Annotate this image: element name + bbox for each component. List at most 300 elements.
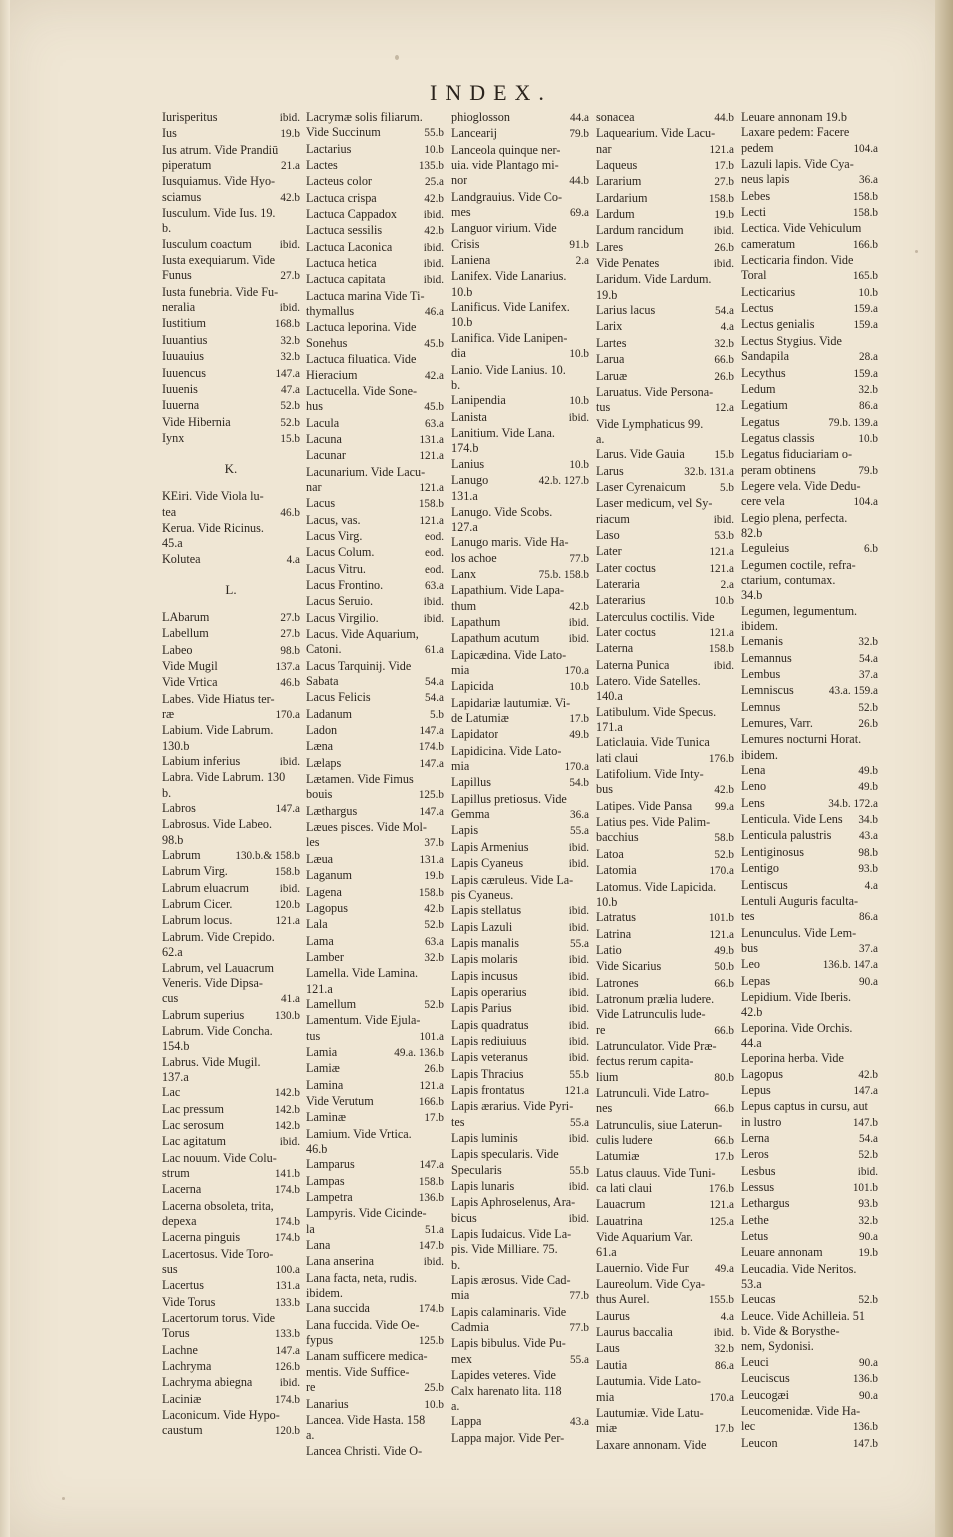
entry-reference: 86.a — [859, 400, 878, 413]
entry-term: Latibulum. Vide Specus. — [596, 704, 717, 719]
entry-term: pis. Vide Milliare. 75. — [451, 1242, 558, 1257]
entry-term: Lectus — [741, 301, 774, 316]
entry-reference: 52.b — [714, 848, 734, 861]
index-entry — [306, 272, 444, 288]
entry-reference: 136.b. 147.a — [822, 959, 878, 972]
entry-term: cus — [162, 991, 179, 1006]
entry-term: Lactuca filuatica. Vide — [306, 352, 417, 367]
entry-reference: 147.a — [419, 805, 444, 818]
entry-reference: 32.b — [858, 1214, 878, 1227]
ink-spot — [62, 1497, 65, 1500]
index-entry — [451, 315, 589, 330]
index-entry — [162, 801, 300, 817]
index-entry — [596, 432, 734, 447]
index-entry — [741, 526, 878, 541]
index-entry — [596, 1181, 734, 1197]
index-entry — [451, 237, 589, 253]
index-entry — [306, 1444, 444, 1459]
entry-term: Legumen, legumentum. — [741, 603, 858, 618]
index-entry — [741, 1355, 878, 1371]
index-entry — [162, 366, 300, 382]
entry-term: Lentiscus — [741, 877, 788, 892]
index-entry — [451, 143, 589, 158]
entry-term: miæ — [596, 1421, 617, 1436]
index-entry — [451, 269, 589, 284]
entry-term: Laureolum. Vide Cya- — [596, 1277, 706, 1292]
index-entry — [596, 863, 734, 879]
entry-reference: 90.a — [859, 1389, 878, 1402]
index-entry — [596, 417, 734, 432]
index-entry — [596, 1070, 734, 1086]
entry-term: Lenticula. Vide Lens — [741, 812, 843, 827]
entry-term: b. — [162, 785, 172, 800]
entry-term: Labrus. Vide Mugil. — [162, 1054, 261, 1069]
index-entry — [596, 610, 734, 625]
entry-term: Later — [596, 544, 622, 559]
entry-term: Lampetra — [306, 1190, 353, 1205]
index-entry — [451, 1163, 589, 1179]
entry-term: Labellum — [162, 626, 209, 641]
index-entry — [162, 770, 300, 785]
index-entry — [162, 1134, 300, 1150]
entry-term: Lacunar — [306, 448, 346, 463]
entry-term: uia. vide Plantago mi- — [451, 158, 559, 173]
index-entry — [162, 675, 300, 691]
index-entry — [162, 930, 300, 945]
entry-reference: 42.b — [424, 225, 444, 238]
index-entry — [741, 909, 878, 925]
index-entry — [741, 894, 878, 909]
index-entry — [451, 110, 589, 126]
index-entry — [596, 272, 734, 287]
entry-reference: 141.b — [274, 1167, 300, 1180]
index-entry — [162, 786, 300, 801]
index-entry — [306, 1413, 444, 1428]
index-entry — [596, 674, 734, 689]
entry-reference: 21.a — [281, 160, 300, 173]
entry-term: Lanam sufficere medica- — [306, 1349, 428, 1364]
entry-term: hus — [306, 399, 323, 414]
entry-term: Lala — [306, 917, 328, 932]
entry-reference: 52.b — [858, 1294, 878, 1307]
entry-term: Leuciscus — [741, 1371, 790, 1386]
entry-term: Læua — [306, 851, 334, 866]
entry-reference: 2.a — [720, 578, 734, 591]
index-entry — [451, 1320, 589, 1336]
entry-reference: 51.a — [425, 1223, 444, 1236]
entry-reference: 34.b. 172.a — [828, 797, 878, 810]
index-entry — [596, 303, 734, 319]
entry-term: Leuce. Vide Achilleia. 51 — [741, 1308, 865, 1323]
entry-term: Laterarius — [596, 593, 646, 608]
entry-reference: 46.b — [280, 677, 300, 690]
entry-reference: 93.b — [858, 1198, 878, 1211]
entry-reference: 46.a — [425, 306, 444, 319]
entry-term: Iusculum coactum — [162, 236, 252, 251]
index-entry — [306, 1397, 444, 1413]
entry-reference: 174.b — [418, 741, 444, 754]
entry-reference: 158.b — [708, 643, 734, 656]
entry-reference: 47.a — [281, 383, 300, 396]
entry-term: Lacus — [306, 496, 336, 511]
entry-term: Iusquiamus. Vide Hyo- — [162, 174, 276, 189]
entry-reference: 15.b — [280, 432, 300, 445]
entry-reference: 131.a — [419, 433, 444, 446]
index-entry — [162, 1311, 300, 1326]
entry-reference: 10.b — [569, 458, 589, 471]
index-entry — [596, 1230, 734, 1245]
entry-term: Lapis calaminaris. Vide — [451, 1304, 567, 1319]
entry-term: Vide Mugil — [162, 658, 218, 673]
index-entry — [741, 779, 878, 795]
entry-term: Crisis — [451, 236, 480, 251]
entry-term: Lanugo maris. Vide Ha- — [451, 535, 569, 550]
entry-term: Lacus Vitru. — [306, 561, 366, 576]
entry-term: Lapathium. Vide Lapa- — [451, 583, 565, 598]
entry-reference: 4.a — [720, 321, 734, 334]
entry-reference: 10.b — [569, 681, 589, 694]
index-entry — [306, 1349, 444, 1364]
index-entry — [596, 1086, 734, 1101]
entry-term: Laridum. Vide Lardum. — [596, 272, 712, 287]
entry-term: Lactuca hetica — [306, 256, 377, 271]
index-entry — [306, 950, 444, 966]
entry-reference: 52.b — [858, 701, 878, 714]
index-entry — [451, 936, 589, 952]
index-entry — [596, 927, 734, 943]
entry-reference: ibid. — [423, 274, 444, 287]
index-entry — [596, 319, 734, 335]
entry-reference: 158.b — [852, 190, 878, 203]
entry-term: nes — [596, 1101, 613, 1116]
index-entry — [596, 561, 734, 577]
entry-term: Calx harenato lita. 118 — [451, 1383, 562, 1398]
entry-term: 131.a — [451, 489, 478, 504]
index-entry — [596, 782, 734, 798]
index-entry — [162, 1070, 300, 1085]
index-entry — [741, 285, 878, 301]
entry-reference: 170.a — [564, 761, 589, 774]
index-entry — [596, 1406, 734, 1421]
entry-term: neralia — [162, 300, 196, 315]
index-entry — [741, 1388, 878, 1404]
entry-reference: 42.b — [569, 600, 589, 613]
entry-reference: 121.a — [709, 143, 734, 156]
index-entry — [596, 1166, 734, 1181]
entry-term: Lappa major. Vide Per- — [451, 1430, 565, 1445]
entry-term: mia — [451, 663, 470, 678]
entry-term: Lectica. Vide Vehiculum — [741, 221, 862, 236]
entry-term: Lancearij — [451, 126, 498, 141]
index-entry — [306, 611, 444, 627]
index-entry — [162, 505, 300, 521]
index-entry — [306, 191, 444, 207]
entry-term: Leguleius — [741, 541, 790, 556]
entry-term: ibidem. — [306, 1286, 343, 1301]
index-entry — [741, 125, 878, 140]
entry-term: Labrum Virg. — [162, 864, 228, 879]
entry-reference: ibid. — [568, 921, 589, 934]
index-entry — [306, 1078, 444, 1094]
index-entry — [306, 1428, 444, 1443]
index-entry — [451, 1368, 589, 1383]
index-entry — [741, 1339, 878, 1354]
index-entry — [162, 237, 300, 253]
entry-reference: 42.b — [280, 191, 300, 204]
index-entry — [596, 1039, 734, 1054]
entry-term: Lac nouum. Vide Colu- — [162, 1150, 277, 1165]
index-entry — [451, 441, 589, 456]
index-entry — [162, 1326, 300, 1342]
entry-reference: 37.a — [859, 942, 878, 955]
entry-reference: 45.b — [424, 337, 444, 350]
entry-term: Latrina — [596, 926, 632, 941]
entry-term: Lamber — [306, 949, 344, 964]
entry-reference: 66.b — [714, 1135, 734, 1147]
index-entry — [451, 1147, 589, 1162]
index-entry — [596, 705, 734, 720]
entry-reference: ibid. — [568, 1035, 589, 1048]
index-entry — [596, 288, 734, 303]
entry-reference: ibid. — [568, 954, 589, 967]
entry-term: Lacus Felicis — [306, 690, 371, 705]
entry-term: Larius lacus — [596, 303, 656, 318]
entry-term: Lactuca capitata — [306, 272, 386, 287]
entry-term: b. — [451, 1257, 461, 1272]
entry-reference: 55.a — [570, 825, 589, 838]
index-entry — [162, 190, 300, 206]
entry-term: Latero. Vide Satelles. — [596, 674, 701, 689]
entry-term: Lagena — [306, 884, 342, 899]
entry-term: Lamella. Vide Lamina. — [306, 966, 419, 981]
index-entry — [741, 541, 878, 557]
entry-term: 154.b — [162, 1039, 190, 1054]
entry-term: Landgrauius. Vide Co- — [451, 189, 563, 204]
index-entry — [451, 759, 589, 775]
entry-term: Labrum — [162, 848, 201, 863]
entry-reference: 52.b — [424, 998, 444, 1011]
index-entry — [162, 110, 300, 126]
index-entry — [306, 416, 444, 432]
entry-term: tes — [451, 1114, 465, 1129]
entry-reference: ibid. — [568, 1133, 589, 1145]
index-entry — [306, 966, 444, 981]
entry-term: Latio — [596, 942, 622, 957]
index-entry — [162, 643, 300, 659]
index-entry — [306, 739, 444, 755]
entry-term: Labium inferius — [162, 754, 241, 769]
entry-term: peram obtinens — [741, 462, 816, 477]
entry-reference: 17.b — [714, 160, 734, 173]
index-entry — [596, 751, 734, 767]
entry-term: Vide Sicarius — [596, 959, 662, 974]
page-left-edge — [0, 0, 10, 1537]
entry-term: Lecticarius — [741, 284, 796, 299]
index-entry — [162, 961, 300, 976]
index-entry — [306, 1206, 444, 1221]
index-entry — [162, 848, 300, 864]
entry-term: Lapidariæ lautumiæ. Vi- — [451, 695, 571, 710]
index-entry — [741, 110, 878, 125]
entry-term: Lacerna pinguis — [162, 1230, 241, 1245]
index-entry — [596, 142, 734, 158]
index-entry — [741, 317, 878, 333]
entry-term: lati claui — [596, 750, 639, 765]
index-entry — [451, 457, 589, 473]
entry-term: Lanitium. Vide Lana. — [451, 425, 555, 440]
entry-term: Vide Aquarium Var. — [596, 1230, 693, 1245]
index-entry — [451, 920, 589, 936]
index-entry — [451, 331, 589, 346]
index-entry — [741, 349, 878, 365]
entry-term: Laruatus. Vide Persona- — [596, 384, 714, 399]
entry-reference: 27.b — [280, 628, 300, 641]
entry-term: 34.b — [741, 588, 763, 603]
index-entry — [451, 378, 589, 393]
entry-term: caustum — [162, 1423, 203, 1438]
entry-term: fypus — [306, 1333, 334, 1348]
entry-term: Legumen coctile, refra- — [741, 557, 856, 572]
entry-term: Leo — [741, 957, 760, 972]
index-entry — [306, 1094, 444, 1110]
entry-term: 137.a — [162, 1069, 189, 1084]
entry-reference: 32.b — [714, 1343, 734, 1356]
index-entry — [741, 1036, 878, 1051]
index-entry — [596, 480, 734, 496]
entry-term: ca lati claui — [596, 1181, 653, 1196]
entry-reference: 61.a — [425, 644, 444, 657]
index-entry — [451, 205, 589, 221]
entry-reference: 147.b — [418, 1240, 444, 1253]
index-entry — [162, 1085, 300, 1101]
entry-term: Lanarius — [306, 1396, 349, 1411]
entry-term: tus — [306, 1028, 321, 1043]
index-column-3 — [451, 110, 589, 1446]
entry-term: Lana facta, neta, rudis. — [306, 1270, 417, 1285]
index-entry — [306, 997, 444, 1013]
entry-term: Laquearium. Vide Lacu- — [596, 126, 716, 141]
index-entry — [596, 512, 734, 528]
entry-reference: 75.b. 158.b — [538, 568, 589, 581]
entry-term: Labra. Vide Labrum. 130 — [162, 770, 286, 785]
entry-reference: 26.b — [858, 718, 878, 731]
entry-reference: 32.b. 131.a — [684, 465, 734, 478]
index-entry — [741, 812, 878, 828]
entry-term: 44.a — [741, 1035, 762, 1050]
entry-reference: ibid. — [713, 1327, 734, 1340]
entry-reference: 34.b — [858, 814, 878, 827]
entry-reference: 53.b — [714, 529, 734, 542]
index-entry — [162, 1024, 300, 1039]
entry-term: nar — [306, 479, 322, 494]
entry-term: mia — [451, 759, 470, 774]
entry-reference: 133.b — [274, 1328, 300, 1341]
index-entry — [451, 1050, 589, 1066]
entry-term: Lacus, vas. — [306, 512, 361, 527]
entry-term: Lapis Lazuli — [451, 919, 513, 934]
index-entry — [306, 174, 444, 190]
entry-term: Laqueus — [596, 158, 638, 173]
entry-term: Latomus. Vide Lapicida. — [596, 879, 717, 894]
index-entry — [306, 1174, 444, 1190]
entry-reference: 147.a — [275, 367, 300, 380]
entry-term: 53.a — [741, 1277, 762, 1292]
index-entry — [596, 336, 734, 352]
entry-term: Cadmia — [451, 1320, 489, 1335]
index-entry — [451, 888, 589, 903]
entry-term: Lacus. Vide Aquarium, — [306, 627, 419, 641]
entry-term: Leporina herba. Vide — [741, 1051, 844, 1066]
entry-term: Laxare pedem: Facere — [741, 125, 850, 140]
entry-reference: 100.a — [275, 1264, 300, 1277]
entry-term: Lemures nocturni Horat. — [741, 732, 862, 747]
index-entry — [741, 941, 878, 957]
entry-reference: 90.a — [859, 975, 878, 988]
index-entry — [162, 1214, 300, 1230]
entry-reference: ibid. — [568, 1181, 589, 1194]
entry-term: Lapis ærarius. Vide Pyri- — [451, 1099, 574, 1114]
entry-term: b. — [162, 221, 172, 236]
index-entry — [162, 143, 300, 158]
index-entry — [741, 1324, 878, 1339]
entry-term: Lappa — [451, 1414, 482, 1429]
index-entry — [451, 1305, 589, 1320]
entry-reference: ibid. — [568, 905, 589, 918]
entry-term: a. — [596, 431, 605, 446]
section-letter: L. — [225, 581, 237, 597]
index-entry — [451, 1099, 589, 1114]
index-entry — [306, 1110, 444, 1126]
index-entry — [306, 1238, 444, 1254]
entry-term: Labrosus. Vide Labeo. — [162, 817, 273, 832]
entry-term: ctarium, contumax. — [741, 572, 836, 587]
entry-term: Larua — [596, 352, 625, 367]
index-entry — [306, 480, 444, 496]
index-entry — [596, 1261, 734, 1277]
index-entry — [741, 237, 878, 253]
entry-term: Lemniscus — [741, 683, 794, 698]
entry-term: Lapis molaris — [451, 952, 518, 967]
entry-term: Lena — [741, 763, 766, 778]
index-entry — [596, 641, 734, 657]
entry-term: Lauatrina — [596, 1213, 643, 1228]
entry-term: Latomia — [596, 863, 637, 878]
entry-reference: 147.b — [852, 1116, 878, 1129]
index-entry — [306, 465, 444, 480]
entry-term: Lepidium. Vide Iberis. — [741, 989, 852, 1004]
entry-term: Lapis Aphroselenus, Ara- — [451, 1195, 576, 1210]
entry-term: Lamium. Vide Vrtica. — [306, 1126, 412, 1141]
index-entry — [596, 240, 734, 256]
entry-reference: ibid. — [568, 841, 589, 854]
entry-reference: ibid. — [568, 617, 589, 629]
entry-term: Lapis lunaris — [451, 1179, 515, 1194]
index-entry — [596, 830, 734, 846]
index-entry — [451, 615, 589, 631]
entry-reference: 170.a — [275, 709, 300, 721]
entry-term: Lacteus color — [306, 174, 372, 189]
index-entry — [596, 976, 734, 992]
entry-reference: 142.b — [274, 1103, 300, 1116]
entry-reference: 86.a — [859, 911, 878, 924]
entry-term: Lentuli Auguris faculta- — [741, 893, 859, 908]
entry-term: Lautia — [596, 1357, 628, 1372]
entry-term: Lateraria — [596, 576, 640, 591]
entry-term: Lana — [306, 1238, 331, 1253]
index-entry — [306, 368, 444, 384]
index-entry — [306, 256, 444, 272]
entry-reference: 63.a — [425, 935, 444, 948]
